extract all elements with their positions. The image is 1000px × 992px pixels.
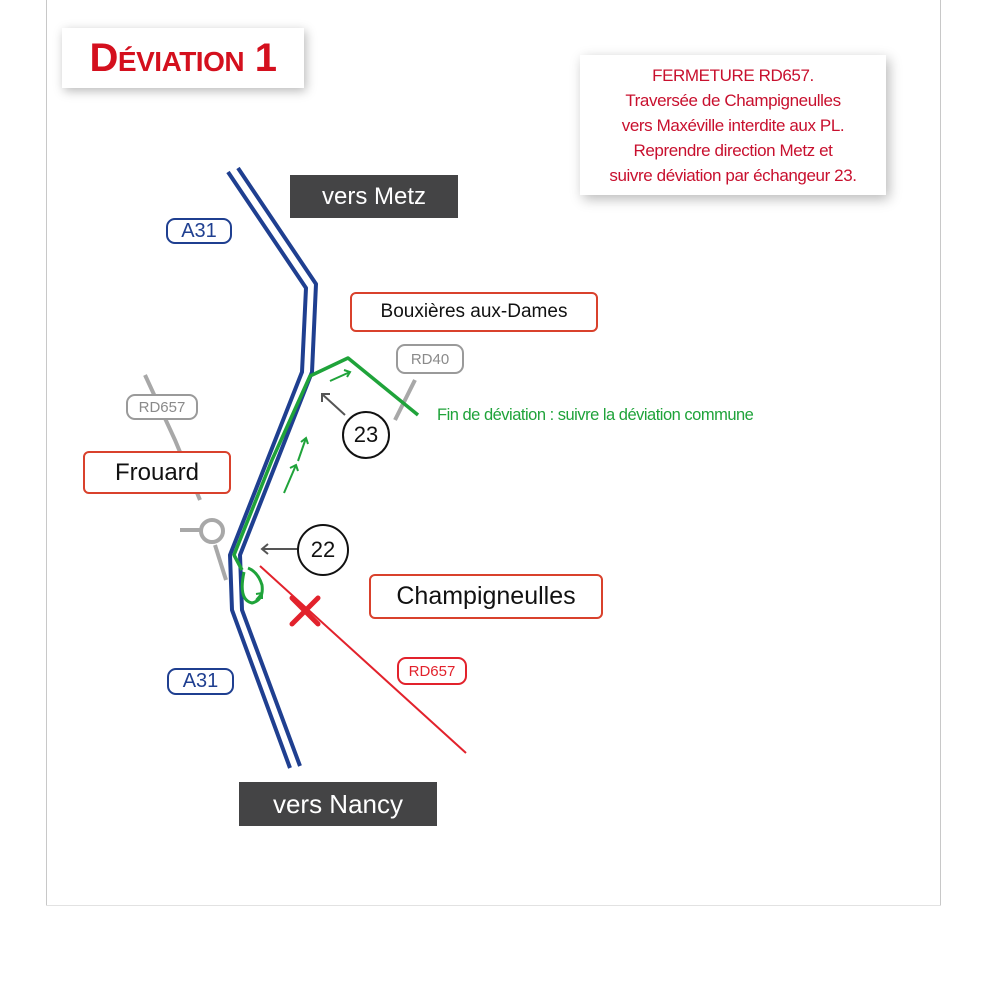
direction-nancy-label: vers Nancy [239, 782, 437, 826]
closure-notice [580, 55, 886, 195]
a31-north-badge: A31 [166, 218, 232, 244]
detour-loop [242, 568, 262, 603]
notice-line: Reprendre direction Metz et [633, 140, 833, 160]
page-title: Déviation 1 [89, 35, 277, 80]
rd657-closed-badge: RD657 [397, 657, 467, 685]
rd40-badge: RD40 [396, 344, 464, 374]
notice-line: vers Maxéville interdite aux PL. [621, 115, 845, 135]
exit-23-marker: 23 [342, 411, 390, 459]
a31-south-badge: A31 [167, 668, 234, 695]
place-champigneulles: Champigneulles [369, 574, 603, 619]
closure-x-icon [292, 598, 318, 624]
frouard-ramp-road [215, 545, 226, 580]
exit-22-marker: 22 [297, 524, 349, 576]
exit-22-pointer [262, 544, 298, 554]
notice-line: Traversée de Champigneulles [625, 90, 841, 110]
place-bouxieres: Bouxières aux-Dames [350, 292, 598, 332]
roundabout-icon [201, 520, 223, 542]
notice-line: suivre déviation par échangeur 23. [609, 165, 857, 185]
exit-23-pointer [322, 394, 345, 415]
notice-line: FERMETURE RD657. [652, 65, 814, 85]
title-box [62, 28, 304, 88]
detour-end-note: Fin de déviation : suivre la déviation commune [437, 406, 754, 424]
rd657-west-badge: RD657 [126, 394, 198, 420]
a31-motorway-right [238, 168, 316, 766]
direction-metz-label: vers Metz [290, 175, 458, 218]
place-frouard: Frouard [83, 451, 231, 494]
